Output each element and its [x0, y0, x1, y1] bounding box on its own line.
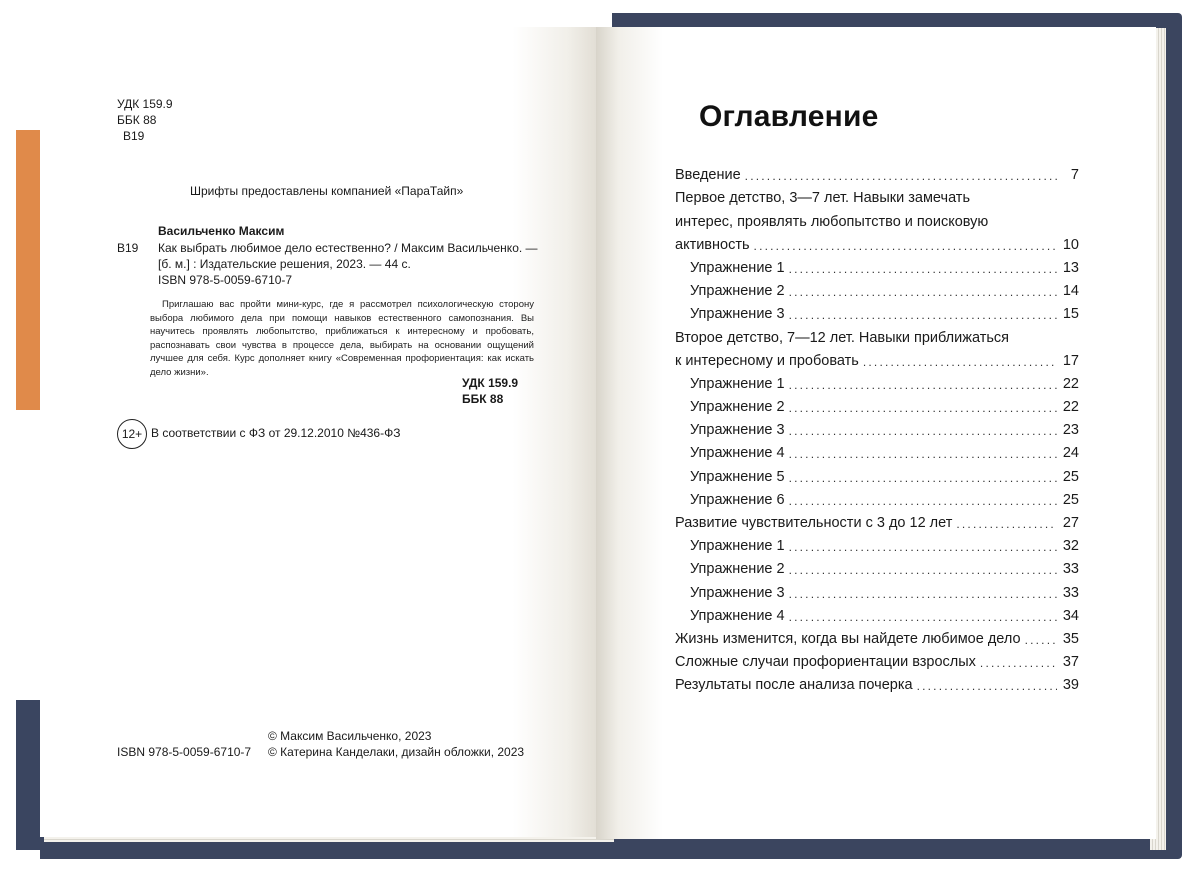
- toc-entry-text: Результаты после анализа почерка: [675, 677, 913, 694]
- toc-entry-text: Упражнение 1: [690, 259, 785, 276]
- toc-page-number: 22: [1062, 375, 1079, 392]
- toc-subentry[interactable]: [675, 577, 1079, 600]
- isbn-footer: ISBN 978-5-0059-6710-7: [117, 745, 252, 759]
- classification-bbk: ББК 88: [117, 113, 157, 127]
- toc-leader-dots: [1025, 633, 1057, 647]
- toc-leader-dots: [956, 517, 1057, 531]
- classification-udk: УДК 159.9: [117, 97, 173, 111]
- toc-subentry[interactable]: [675, 369, 1079, 392]
- toc-leader-dots: [789, 563, 1057, 577]
- toc-leader-dots: [789, 424, 1057, 438]
- biblio-isbn: ISBN 978-5-0059-6710-7: [158, 273, 293, 287]
- toc-leader-dots: [789, 262, 1057, 276]
- toc-subentry[interactable]: [675, 554, 1079, 577]
- toc-subentry[interactable]: [675, 276, 1079, 299]
- toc-entry-text: Упражнение 2: [690, 561, 785, 578]
- toc-entry[interactable]: [675, 670, 1079, 693]
- toc-leader-dots: [789, 610, 1057, 624]
- toc-entry-text: Упражнение 2: [690, 283, 785, 300]
- biblio-line-1: Как выбрать любимое дело естественно? / Максим Васильченко. —: [158, 241, 538, 255]
- toc-page-number: 24: [1062, 445, 1079, 462]
- toc-page-number: 13: [1062, 259, 1079, 276]
- toc-entry-text: Упражнение 5: [690, 468, 785, 485]
- toc-entry-text: активность: [675, 236, 750, 253]
- toc-leader-dots: [789, 471, 1057, 485]
- toc-leader-dots: [789, 285, 1057, 299]
- toc-page-number: 33: [1062, 561, 1079, 578]
- toc-subentry[interactable]: [675, 485, 1079, 508]
- toc-page-number: 25: [1062, 491, 1079, 508]
- toc-leader-dots: [917, 679, 1057, 693]
- bottom-udk: УДК 159.9: [462, 376, 519, 390]
- toc-leader-dots: [754, 239, 1057, 253]
- toc-page-number: 23: [1062, 422, 1079, 439]
- toc-leader-dots: [789, 587, 1057, 601]
- toc-entry-text: Упражнение 3: [690, 422, 785, 439]
- toc-page-number: 33: [1062, 584, 1079, 601]
- toc-page-number: 35: [1062, 630, 1079, 647]
- toc-leader-dots: [789, 378, 1057, 392]
- toc-heading-line: [675, 183, 1079, 206]
- toc-leader-dots: [789, 308, 1057, 322]
- bottom-bbk: ББК 88: [462, 392, 504, 406]
- toc-page-number: 32: [1062, 538, 1079, 555]
- author-heading: Васильченко Максим: [158, 224, 285, 238]
- toc-entry[interactable]: [675, 508, 1079, 531]
- toc-leader-dots: [863, 355, 1057, 369]
- toc-entry-text: Введение: [675, 167, 741, 184]
- toc-heading-line: [675, 206, 1079, 229]
- toc-subentry[interactable]: [675, 253, 1079, 276]
- toc-leader-dots: [789, 447, 1057, 461]
- toc-page-number: 15: [1062, 306, 1079, 323]
- toc-entry[interactable]: [675, 346, 1079, 369]
- toc-page-number: 7: [1070, 167, 1079, 184]
- toc-page-number: 14: [1062, 283, 1079, 300]
- toc-leader-dots: [789, 540, 1057, 554]
- toc-entry-text: Упражнение 1: [690, 538, 785, 555]
- toc-entry-text: Сложные случаи профориентации взрослых: [675, 654, 976, 671]
- toc-entry[interactable]: [675, 624, 1079, 647]
- toc-subentry[interactable]: [675, 601, 1079, 624]
- toc-title: Оглавление: [699, 100, 879, 133]
- toc-entry-text: Упражнение 6: [690, 491, 785, 508]
- toc-subentry[interactable]: [675, 438, 1079, 461]
- toc-page-number: 22: [1062, 399, 1079, 416]
- toc-entry-text: Упражнение 3: [690, 584, 785, 601]
- toc-entry-text: к интересному и пробовать: [675, 352, 859, 369]
- toc-page-number: 37: [1062, 654, 1079, 671]
- toc-leader-dots: [745, 169, 1057, 183]
- toc-leader-dots: [980, 656, 1057, 670]
- law-note: В соответствии с ФЗ от 29.12.2010 №436-ФЗ: [151, 426, 401, 440]
- author-mark: В19: [123, 129, 145, 143]
- toc-entry[interactable]: [675, 230, 1079, 253]
- age-rating-badge: 12+: [117, 419, 147, 449]
- toc-page-number: 27: [1062, 515, 1079, 531]
- toc-entry-text: Упражнение 2: [690, 399, 785, 416]
- toc-subentry[interactable]: [675, 299, 1079, 322]
- cover-navy-bottom: [40, 840, 620, 859]
- table-of-contents: [675, 160, 1079, 693]
- toc-subentry[interactable]: [675, 531, 1079, 554]
- toc-entry-text: Первое детство, 3—7 лет. Навыки замечать: [675, 190, 971, 207]
- biblio-mark: В19: [117, 241, 139, 255]
- fonts-note: Шрифты предоставлены компанией «ПараТайп»: [190, 184, 464, 198]
- annotation: Приглашаю вас пройти мини-курс, где я рассмотрел психологическую сторону выбора любимого дела при помощи навыков естественного самопознания. Вы научитесь проявлять любопытство, приближаться к интересному и пробовать, распознавать свои чувства в процессе дела, выбирать на основании ощущений лучшее для себя. Курс дополняет книгу «Современная профориентация: как искать дело жизни».: [150, 299, 534, 378]
- toc-heading-line: [675, 322, 1079, 345]
- toc-entry[interactable]: [675, 160, 1079, 183]
- toc-leader-dots: [789, 494, 1057, 508]
- toc-entry-text: Упражнение 1: [690, 375, 785, 392]
- toc-entry-text: Упражнение 4: [690, 445, 785, 462]
- toc-page-number: 10: [1062, 236, 1079, 253]
- toc-subentry[interactable]: [675, 415, 1079, 438]
- copyright-author: © Максим Васильченко, 2023: [268, 729, 432, 743]
- toc-page-number: 34: [1062, 607, 1079, 624]
- toc-entry-text: Упражнение 4: [690, 607, 785, 624]
- toc-entry-text: Второе детство, 7—12 лет. Навыки приближаться: [675, 329, 1009, 346]
- toc-page-number: 39: [1062, 677, 1079, 694]
- toc-page-number: 17: [1062, 352, 1079, 369]
- toc-entry-text: Развитие чувствительности с 3 до 12 лет: [675, 515, 953, 531]
- toc-subentry[interactable]: [675, 461, 1079, 484]
- biblio-line-2: [б. м.] : Издательские решения, 2023. — 44 с.: [158, 257, 411, 271]
- copyright-cover: © Катерина Канделаки, дизайн обложки, 2023: [268, 745, 525, 759]
- toc-entry-text: интерес, проявлять любопытство и поисковую: [675, 213, 989, 230]
- toc-leader-dots: [789, 401, 1057, 415]
- toc-page-number: 25: [1062, 468, 1079, 485]
- toc-entry-text: Упражнение 3: [690, 306, 785, 323]
- toc-entry[interactable]: [675, 647, 1079, 670]
- toc-entry-text: Жизнь изменится, когда вы найдете любимое дело: [675, 630, 1021, 647]
- toc-subentry[interactable]: [675, 392, 1079, 415]
